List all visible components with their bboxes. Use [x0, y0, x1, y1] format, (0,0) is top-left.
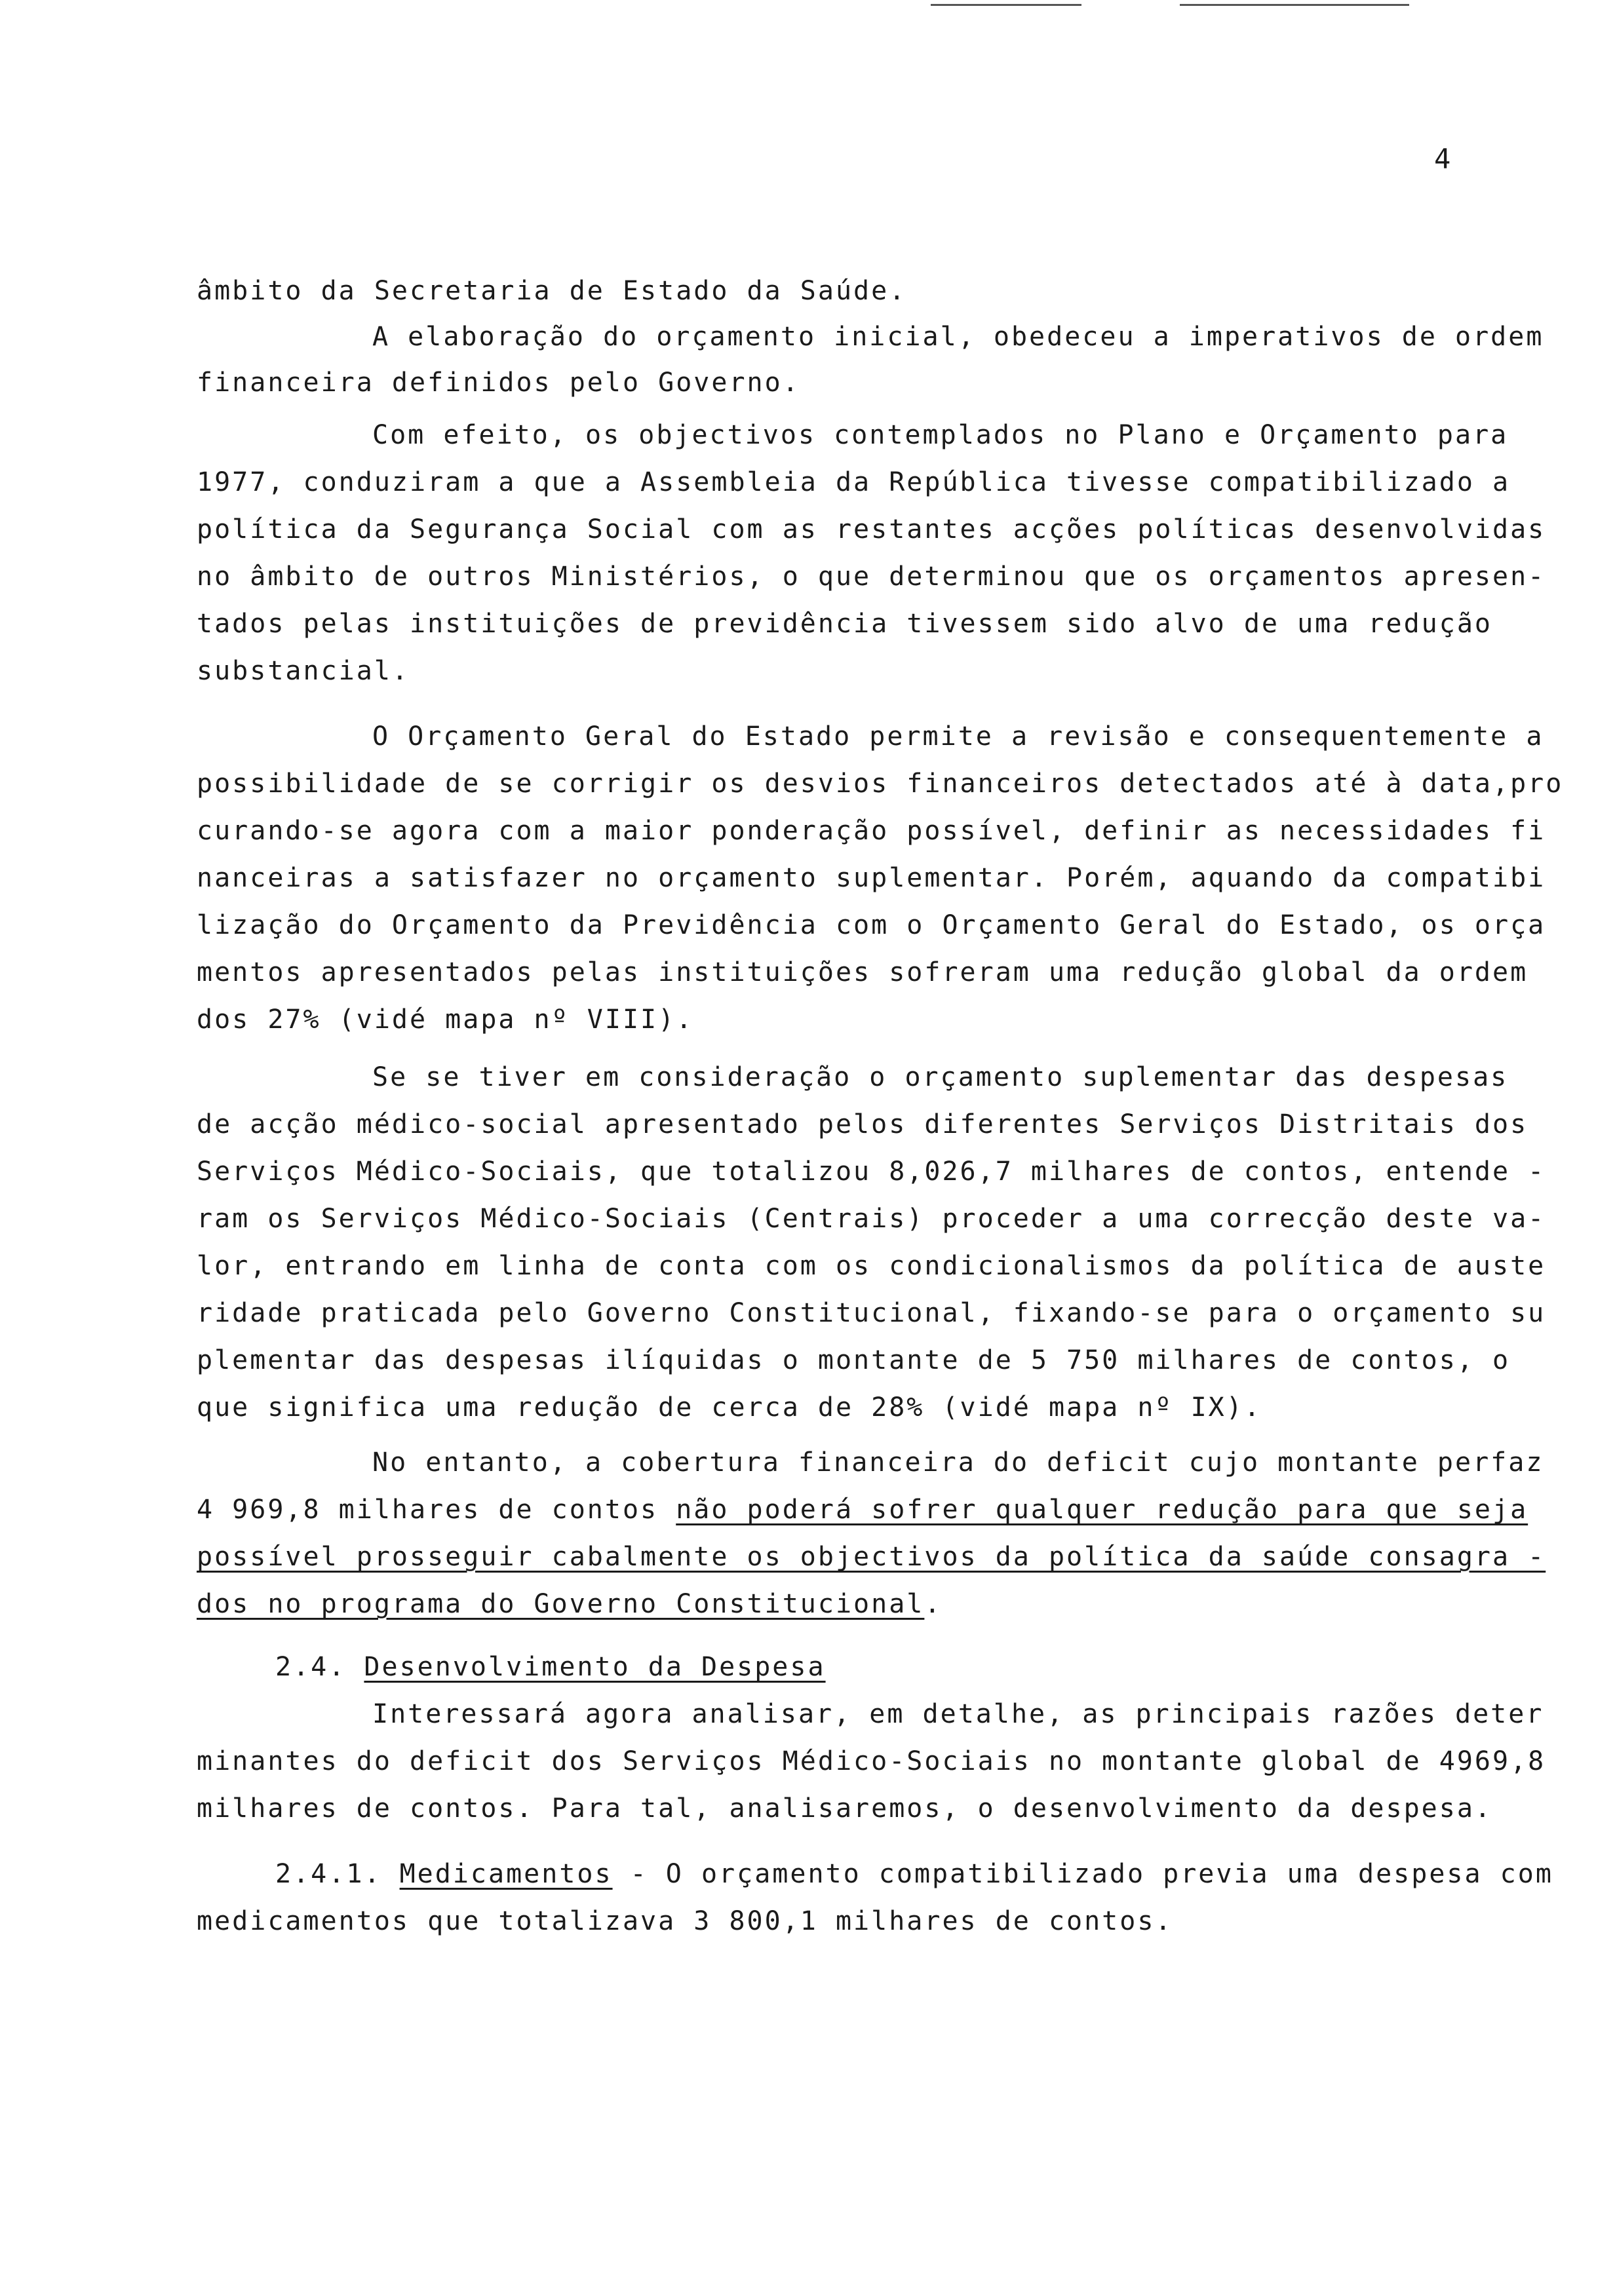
- text-line: possibilidade de se corrigir os desvios financeiros detectados até à data,pro: [197, 769, 1564, 799]
- text-line: Serviços Médico-Sociais, que totalizou 8,026,7 milhares de contos, entende -: [197, 1157, 1546, 1187]
- text-line: medicamentos que totalizava 3 800,1 milhares de contos.: [197, 1906, 1173, 1936]
- text-run: .: [924, 1589, 943, 1619]
- top-rule-left: [931, 4, 1081, 6]
- text-line: [197, 1588, 942, 1620]
- page-number: 4: [1434, 143, 1451, 175]
- text-line: no âmbito de outros Ministérios, o que determinou que os orçamentos apresen-: [197, 562, 1546, 592]
- section-title: Desenvolvimento da Despesa: [364, 1652, 826, 1682]
- text-line: nanceiras a satisfazer no orçamento suplementar. Porém, aquando da compatibi: [197, 863, 1546, 893]
- text-line: O Orçamento Geral do Estado permite a revisão e consequentemente a: [372, 721, 1544, 752]
- section-heading: [275, 1651, 826, 1683]
- text-line: curando-se agora com a maior ponderação possível, definir as necessidades fi: [197, 816, 1546, 846]
- subsection-line: [275, 1858, 1553, 1890]
- text-line: Com efeito, os objectivos contemplados no Plano e Orçamento para: [372, 420, 1509, 450]
- underlined-text: dos no programa do Governo Constitucional: [197, 1589, 925, 1619]
- subsection-number: 2.4.1.: [275, 1859, 400, 1889]
- text-line: lor, entrando em linha de conta com os condicionalismos da política de auste: [197, 1251, 1546, 1281]
- text-run: 4 969,8 milhares de contos: [197, 1495, 676, 1525]
- text-line: Se se tiver em consideração o orçamento suplementar das despesas: [372, 1062, 1509, 1092]
- text-line: dos 27% (vidé mapa nº VIII).: [197, 1004, 694, 1035]
- text-line: âmbito da Secretaria de Estado da Saúde.: [197, 276, 907, 306]
- text-line: de acção médico-social apresentado pelos diferentes Serviços Distritais dos: [197, 1109, 1528, 1139]
- subsection-title: Medicamentos: [399, 1859, 613, 1889]
- text-run: - O orçamento compatibilizado previa uma despesa com: [612, 1859, 1553, 1889]
- text-line: lização do Orçamento da Previdência com o Orçamento Geral do Estado, os orça: [197, 910, 1546, 940]
- text-line: financeira definidos pelo Governo.: [197, 368, 800, 398]
- top-rule-right: [1180, 4, 1409, 6]
- text-line: política da Segurança Social com as restantes acções políticas desenvolvidas: [197, 514, 1546, 545]
- text-line: mentos apresentados pelas instituições sofreram uma redução global da ordem: [197, 957, 1528, 987]
- text-line: que significa uma redução de cerca de 28% (vidé mapa nº IX).: [197, 1392, 1262, 1423]
- text-line: ridade praticada pelo Governo Constitucional, fixando-se para o orçamento su: [197, 1298, 1546, 1328]
- text-line: 1977, conduziram a que a Assembleia da República tivesse compatibilizado a: [197, 467, 1511, 497]
- text-line: milhares de contos. Para tal, analisaremos, o desenvolvimento da despesa.: [197, 1793, 1492, 1824]
- section-number: 2.4.: [275, 1652, 364, 1682]
- text-line: substancial.: [197, 656, 410, 686]
- underlined-text: não poderá sofrer qualquer redução para que seja: [676, 1495, 1528, 1525]
- text-line: A elaboração do orçamento inicial, obedeceu a imperativos de ordem: [372, 322, 1544, 352]
- text-line: No entanto, a cobertura financeira do deficit cujo montante perfaz: [372, 1447, 1544, 1478]
- text-line: plementar das despesas ilíquidas o montante de 5 750 milhares de contos, o: [197, 1345, 1511, 1375]
- underlined-text-line: possível prosseguir cabalmente os objectivos da política da saúde consagra -: [197, 1542, 1546, 1572]
- text-line: [197, 1494, 1528, 1525]
- text-line: tados pelas instituições de previdência tivessem sido alvo de uma redução: [197, 609, 1492, 639]
- text-line: Interessará agora analisar, em detalhe, as principais razões deter: [372, 1699, 1544, 1729]
- text-line: ram os Serviços Médico-Sociais (Centrais) proceder a uma correcção deste va-: [197, 1204, 1546, 1234]
- text-line: minantes do deficit dos Serviços Médico-Sociais no montante global de 4969,8: [197, 1746, 1546, 1776]
